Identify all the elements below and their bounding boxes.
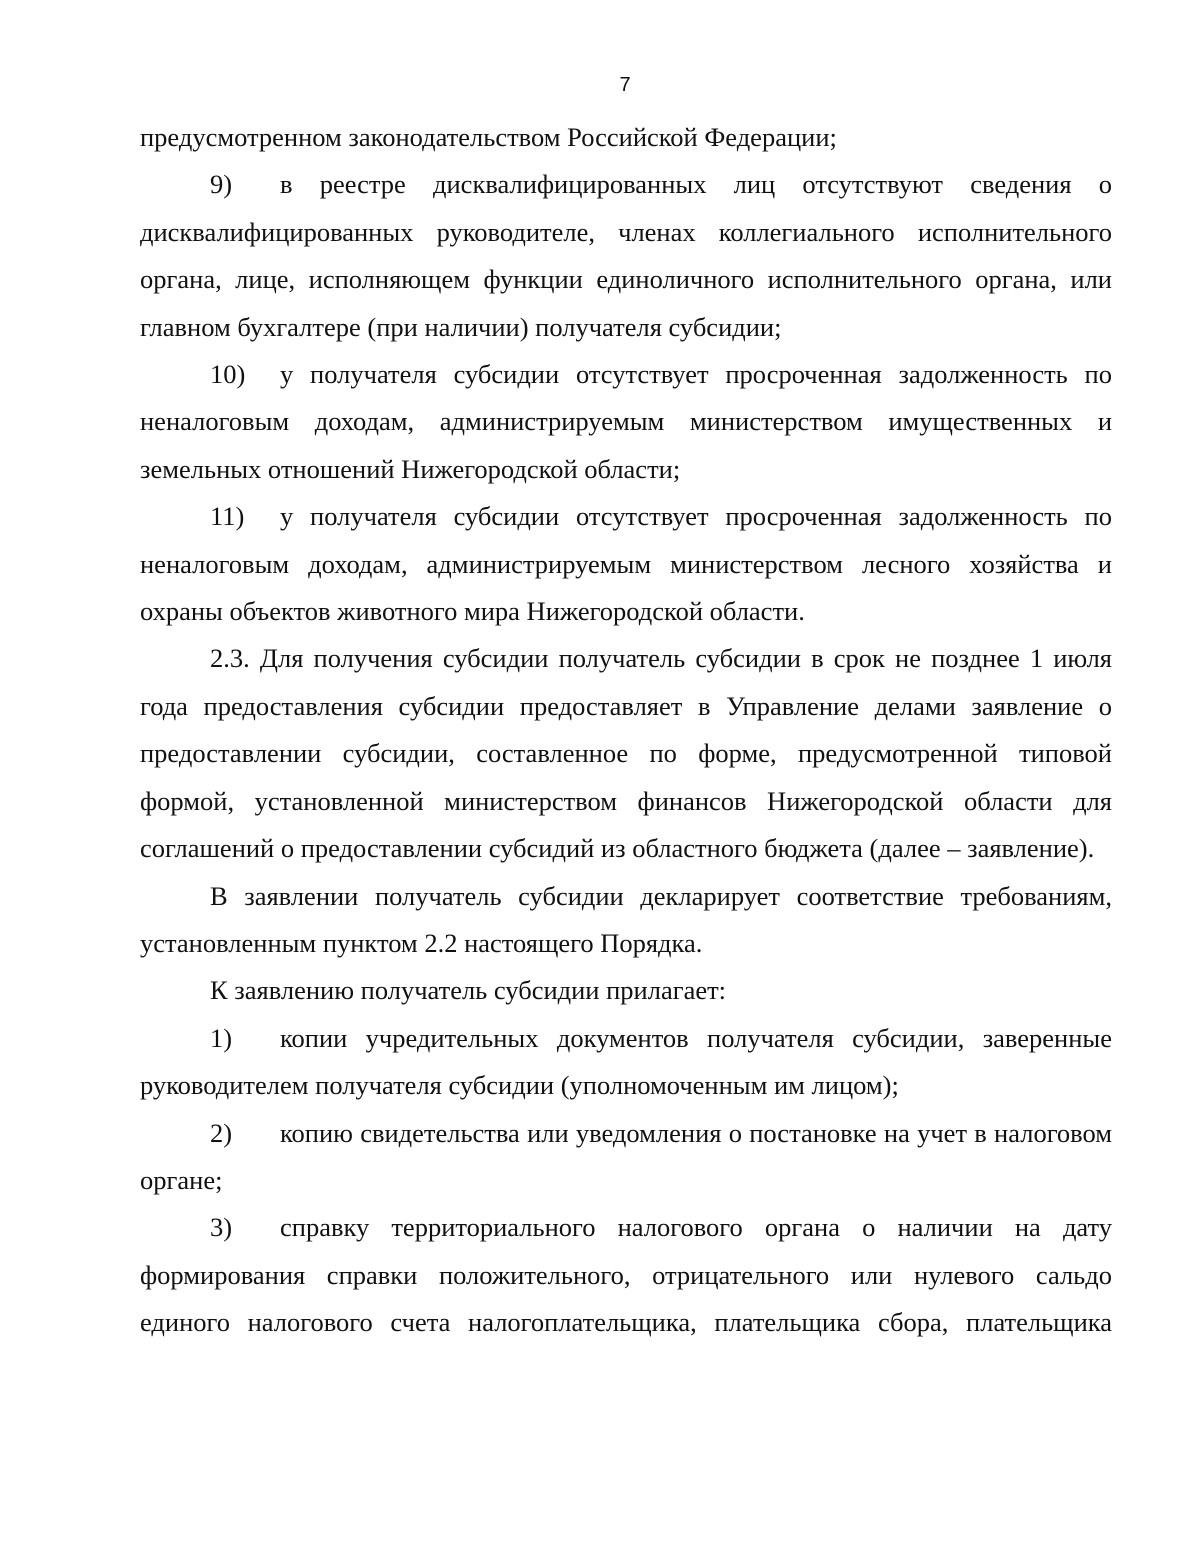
page-number: 7 <box>619 74 631 96</box>
list-item-text: у получателя субсидии отсутствует просроченная задолженность по неналоговым доходам, администрируемым министерством имущественных и земельных отношений Нижегородской области; <box>140 359 1112 484</box>
list-number: 1) <box>210 1022 233 1053</box>
list-number: 3) <box>210 1212 233 1243</box>
list-number: 2) <box>210 1117 233 1148</box>
paragraph-text: 2.3. Для получения субсидии получатель субсидии в срок не позднее 1 июля года предоставления субсидии предоставляет в Управление делами заявление о предоставлении субсидии, составленное по форме, предусмотренной типовой формой, установленной министерством финансов Нижегородской области для соглашений о предоставлении субсидий из областного бюджета (далее – заявление). <box>140 643 1112 864</box>
list-item-text: справку территориального налогового органа о наличии на дату формирования справки положительного, отрицательного или нулевого сальдо единого налогового счета налогоплательщика, плательщика сбора, плательщика <box>140 1212 1112 1338</box>
list-item-text: копию свидетельства или уведомления о постановке на учет в налоговом органе; <box>140 1117 1112 1195</box>
paragraph-declaration <box>140 873 1112 968</box>
paragraph-text: К заявлению получатель субсидии прилагает: <box>210 975 727 1006</box>
paragraph-2-3 <box>140 635 1112 872</box>
document-body <box>140 114 1112 1347</box>
paragraph-text: В заявлении получатель субсидии декларирует соответствие требованиям, установленным пунктом 2.2 настоящего Порядка. <box>140 880 1112 958</box>
list-number: 10) <box>210 359 246 390</box>
list-item-10 <box>140 351 1112 493</box>
list-item-11 <box>140 493 1112 635</box>
attachment-item-2 <box>140 1110 1112 1205</box>
attachment-item-1 <box>140 1015 1112 1110</box>
list-item-text: в реестре дисквалифицированных лиц отсутствуют сведения о дисквалифицированных руководителе, членах коллегиального исполнительного органа, лице, исполняющем функции единоличного исполнительного органа, или главном бухгалтере (при наличии) получателя субсидии; <box>140 169 1112 342</box>
paragraph-attachments-intro <box>140 967 1112 1014</box>
list-number: 9) <box>210 169 233 200</box>
paragraph-continuation <box>140 114 1112 161</box>
list-item-text: копии учредительных документов получателя субсидии, заверенные руководителем получателя субсидии (уполномоченным им лицом); <box>140 1022 1112 1101</box>
list-number: 11) <box>210 501 245 532</box>
list-item-text: у получателя субсидии отсутствует просроченная задолженность по неналоговым доходам, администрируемым министерством лесного хозяйства и охраны объектов животного мира Нижегородской области. <box>140 501 1112 627</box>
paragraph-text: предусмотренном законодательством Российской Федерации; <box>140 122 837 152</box>
list-item-9 <box>140 161 1112 351</box>
attachment-item-3 <box>140 1204 1112 1346</box>
